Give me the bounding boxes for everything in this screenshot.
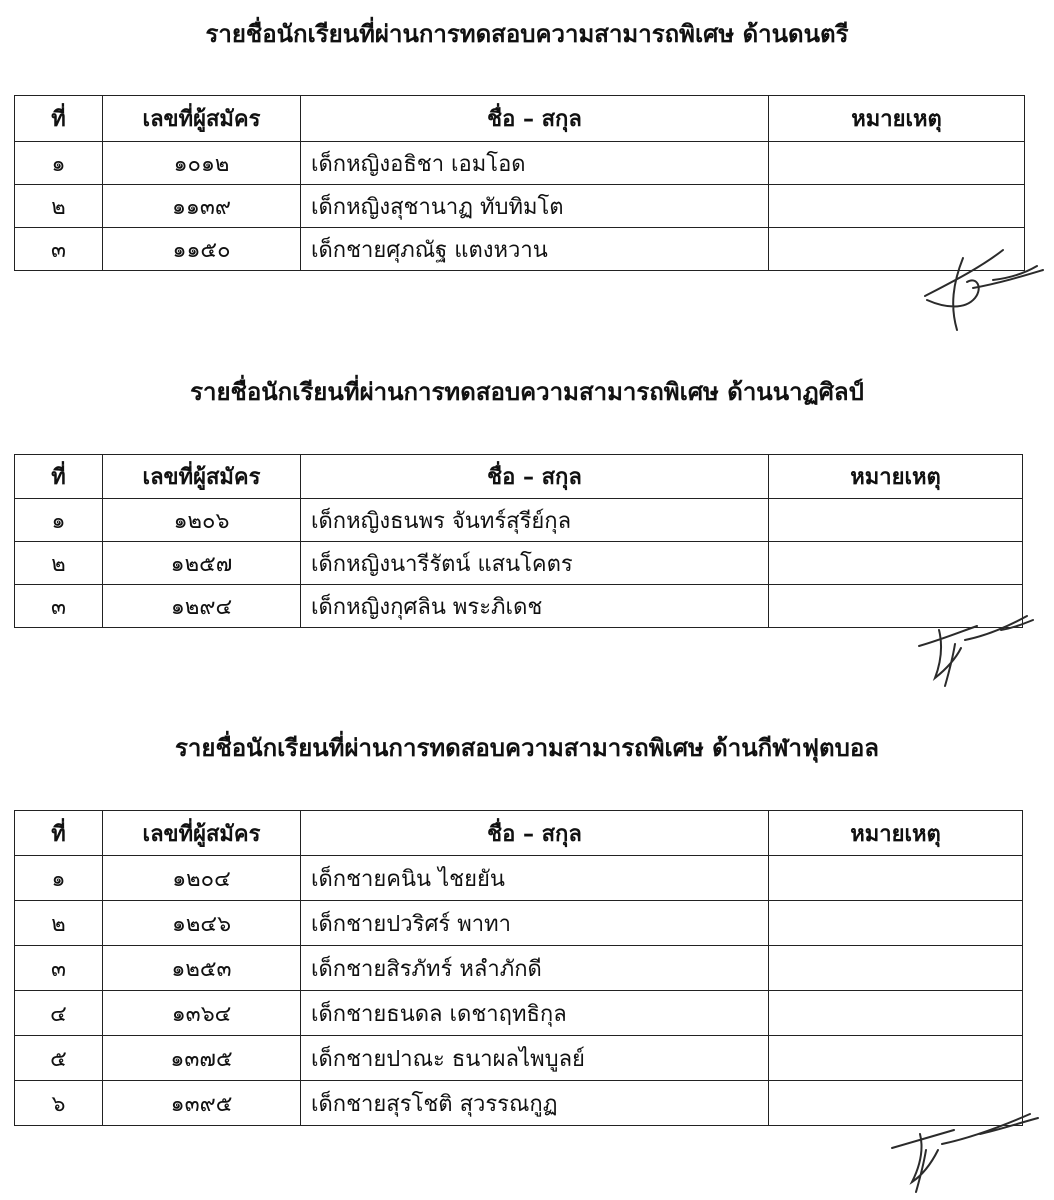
cell-applicant-no: ๑๓๗๕ [103, 1036, 301, 1081]
roster-table-music [14, 95, 1025, 271]
table-header-row [15, 96, 1025, 142]
cell-name: เด็กชายสิรภัทร์ หลำภักดี [301, 946, 769, 991]
cell-applicant-no: ๑๓๙๕ [103, 1081, 301, 1126]
table-row [15, 185, 1025, 228]
cell-name: เด็กชายธนดล เดชาฤทธิกุล [301, 991, 769, 1036]
table-row [15, 142, 1025, 185]
cell-no: ๑ [15, 856, 103, 901]
cell-remark [769, 542, 1023, 585]
section-title-football: รายชื่อนักเรียนที่ผ่านการทดสอบความสามารถพิเศษ ด้านกีฬาฟุตบอล [175, 734, 879, 762]
cell-name: เด็กหญิงกุศลิน พระภิเดช [301, 585, 769, 628]
column-header-applicant-no: เลขที่ผู้สมัคร [103, 96, 301, 142]
table-row [15, 1036, 1023, 1081]
cell-name: เด็กชายปวริศร์ พาทา [301, 901, 769, 946]
cell-remark [769, 901, 1023, 946]
column-header-remark: หมายเหตุ [769, 96, 1025, 142]
table-header-row [15, 455, 1023, 499]
cell-applicant-no: ๑๒๐๔ [103, 856, 301, 901]
cell-remark [769, 991, 1023, 1036]
cell-no: ๓ [15, 228, 103, 271]
cell-applicant-no: ๑๒๕๓ [103, 946, 301, 991]
cell-name: เด็กหญิงนารีรัตน์ แสนโคตร [301, 542, 769, 585]
cell-applicant-no: ๑๑๓๙ [103, 185, 301, 228]
cell-applicant-no: ๑๓๖๔ [103, 991, 301, 1036]
cell-no: ๒ [15, 542, 103, 585]
cell-applicant-no: ๑๒๕๗ [103, 542, 301, 585]
cell-no: ๑ [15, 142, 103, 185]
cell-remark [769, 946, 1023, 991]
column-header-name: ชื่อ – สกุล [301, 811, 769, 856]
roster-table-dance [14, 454, 1023, 628]
cell-applicant-no: ๑๐๑๒ [103, 142, 301, 185]
cell-name: เด็กหญิงธนพร จันทร์สุรีย์กุล [301, 499, 769, 542]
cell-name: เด็กหญิงสุชานาฏ ทับทิมโต [301, 185, 769, 228]
cell-no: ๓ [15, 946, 103, 991]
table-row [15, 856, 1023, 901]
cell-applicant-no: ๑๑๕๐ [103, 228, 301, 271]
column-header-no: ที่ [15, 455, 103, 499]
handwritten-signature [905, 600, 1045, 692]
table-header-row [15, 811, 1023, 856]
cell-no: ๕ [15, 1036, 103, 1081]
cell-no: ๖ [15, 1081, 103, 1126]
cell-applicant-no: ๑๒๙๔ [103, 585, 301, 628]
cell-no: ๑ [15, 499, 103, 542]
handwritten-signature [880, 1100, 1045, 1195]
cell-applicant-no: ๑๒๐๖ [103, 499, 301, 542]
table-row [15, 585, 1023, 628]
table-row [15, 228, 1025, 271]
cell-name: เด็กหญิงอธิชา เอมโอด [301, 142, 769, 185]
cell-remark [769, 499, 1023, 542]
cell-no: ๓ [15, 585, 103, 628]
table-row [15, 991, 1023, 1036]
cell-no: ๒ [15, 901, 103, 946]
cell-no: ๒ [15, 185, 103, 228]
handwritten-signature [905, 238, 1045, 333]
column-header-name: ชื่อ – สกุล [301, 455, 769, 499]
column-header-no: ที่ [15, 96, 103, 142]
column-header-applicant-no: เลขที่ผู้สมัคร [103, 811, 301, 856]
table-row [15, 499, 1023, 542]
column-header-remark: หมายเหตุ [769, 811, 1023, 856]
cell-name: เด็กชายปาณะ ธนาผลไพบูลย์ [301, 1036, 769, 1081]
cell-remark [769, 1036, 1023, 1081]
roster-table-football [14, 810, 1023, 1126]
table-row [15, 901, 1023, 946]
section-title-dance: รายชื่อนักเรียนที่ผ่านการทดสอบความสามารถพิเศษ ด้านนาฏศิลป์ [190, 378, 864, 406]
table-row [15, 946, 1023, 991]
cell-remark [769, 856, 1023, 901]
column-header-name: ชื่อ – สกุล [301, 96, 769, 142]
cell-applicant-no: ๑๒๔๖ [103, 901, 301, 946]
column-header-remark: หมายเหตุ [769, 455, 1023, 499]
cell-no: ๔ [15, 991, 103, 1036]
section-title-music: รายชื่อนักเรียนที่ผ่านการทดสอบความสามารถพิเศษ ด้านดนตรี [205, 20, 849, 48]
cell-remark [769, 142, 1025, 185]
cell-remark [769, 185, 1025, 228]
cell-name: เด็กชายคนิน ไชยยัน [301, 856, 769, 901]
table-row [15, 1081, 1023, 1126]
table-row [15, 542, 1023, 585]
column-header-no: ที่ [15, 811, 103, 856]
cell-name: เด็กชายศุภณัฐ แตงหวาน [301, 228, 769, 271]
cell-name: เด็กชายสุรโชติ สุวรรณกูฏ [301, 1081, 769, 1126]
column-header-applicant-no: เลขที่ผู้สมัคร [103, 455, 301, 499]
